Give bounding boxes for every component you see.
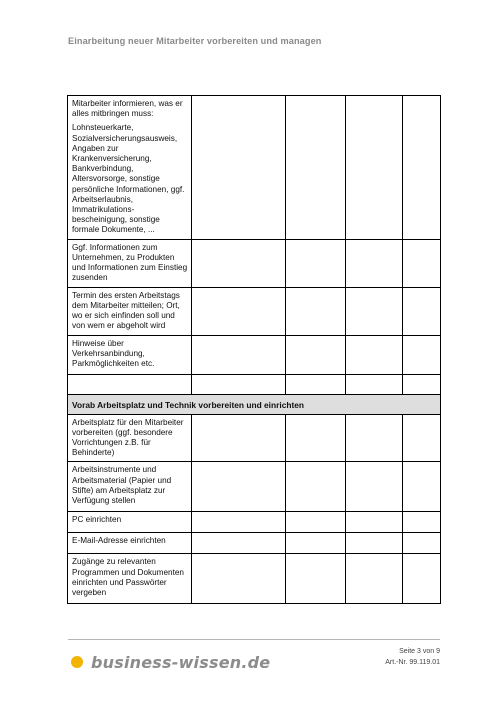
check-cell[interactable] [192, 96, 286, 240]
section-header-row [68, 394, 441, 414]
logo-text: business-wissen.de [91, 652, 271, 672]
task-text: Zugänge zu relevanten Programmen und Dokumenten einrichten und Passwörter vergeben [72, 557, 184, 598]
check-cell[interactable] [192, 287, 286, 335]
check-cell[interactable] [403, 374, 441, 394]
check-cell[interactable] [346, 533, 403, 554]
table-row [68, 512, 441, 533]
check-cell[interactable] [346, 287, 403, 335]
check-cell[interactable] [286, 374, 346, 394]
task-cell [68, 287, 192, 335]
footer-divider [68, 639, 440, 640]
check-cell[interactable] [346, 414, 403, 462]
table-row [68, 96, 441, 240]
task-cell [68, 414, 192, 462]
task-text: Termin des ersten Arbeitstags dem Mitarbeiter mitteilen; Ort, wo er sich einfinden soll und von wem er abgeholt wird [72, 290, 180, 331]
check-cell[interactable] [286, 462, 346, 512]
check-cell[interactable] [286, 533, 346, 554]
document-header-title: Einarbeitung neuer Mitarbeiter vorbereiten und managen [68, 36, 322, 46]
check-cell[interactable] [403, 239, 441, 287]
check-cell[interactable] [286, 512, 346, 533]
task-text: Hinweise über Verkehrsanbindung, Parkmöglichkeiten etc. [72, 338, 155, 369]
business-wissen-logo [71, 652, 270, 672]
check-cell[interactable] [403, 287, 441, 335]
check-cell[interactable] [403, 512, 441, 533]
check-cell[interactable] [286, 96, 346, 240]
check-cell[interactable] [346, 512, 403, 533]
check-cell[interactable] [346, 462, 403, 512]
check-cell[interactable] [286, 239, 346, 287]
task-text: Mitarbeiter informieren, was er alles mitbringen muss: [72, 99, 183, 119]
check-cell[interactable] [192, 239, 286, 287]
check-cell[interactable] [192, 335, 286, 374]
task-cell [68, 512, 192, 533]
task-text: E-Mail-Adresse einrichten [72, 536, 166, 546]
table-row [68, 335, 441, 374]
table-row-empty [68, 374, 441, 394]
checklist-table [67, 95, 441, 604]
check-cell[interactable] [192, 512, 286, 533]
task-cell [68, 335, 192, 374]
task-cell [68, 462, 192, 512]
check-cell[interactable] [403, 533, 441, 554]
check-cell[interactable] [192, 554, 286, 604]
check-cell[interactable] [192, 414, 286, 462]
table-row [68, 533, 441, 554]
task-cell [68, 96, 192, 240]
table-row [68, 554, 441, 604]
check-cell[interactable] [403, 554, 441, 604]
check-cell[interactable] [403, 335, 441, 374]
task-text: Lohnsteuerkarte, Sozialversicherungsausweis, Angaben zur Krankenversicherung, Bankverbindung, Altersvorsorge, sonstige persönliche Informationen, ggf. Arbeitserlaubnis, Immatrikulations-bescheinigung, sonstige formale Dokumente, ... [72, 123, 185, 235]
task-text: PC einrichten [72, 515, 122, 525]
task-text: Arbeitsinstrumente und Arbeitsmaterial (Papier und Stifte) am Arbeitsplatz zur Verfügung stellen [72, 465, 172, 506]
check-cell[interactable] [286, 335, 346, 374]
article-number: Art.-Nr. 99.119.01 [385, 659, 440, 666]
check-cell[interactable] [346, 374, 403, 394]
table-row [68, 287, 441, 335]
check-cell[interactable] [286, 414, 346, 462]
logo-dot-icon [71, 656, 83, 668]
check-cell[interactable] [346, 96, 403, 240]
check-cell[interactable] [192, 462, 286, 512]
table-row [68, 239, 441, 287]
check-cell[interactable] [192, 374, 286, 394]
check-cell[interactable] [346, 335, 403, 374]
task-text: Arbeitsplatz für den Mitarbeiter vorbereiten (ggf. besondere Vorrichtungen z.B. für Behinderte) [72, 417, 184, 458]
check-cell[interactable] [286, 554, 346, 604]
check-cell[interactable] [286, 287, 346, 335]
task-cell [68, 374, 192, 394]
check-cell[interactable] [346, 554, 403, 604]
table-row [68, 414, 441, 462]
check-cell[interactable] [403, 414, 441, 462]
page-number: Seite 3 von 9 [399, 648, 440, 655]
task-cell [68, 554, 192, 604]
table-row [68, 462, 441, 512]
check-cell[interactable] [403, 462, 441, 512]
check-cell[interactable] [346, 239, 403, 287]
task-cell [68, 533, 192, 554]
task-cell [68, 239, 192, 287]
task-text: Ggf. Informationen zum Unternehmen, zu Produkten und Informationen zum Einstieg zusenden [72, 242, 188, 283]
section-header: Vorab Arbeitsplatz und Technik vorbereiten und einrichten [68, 394, 441, 414]
check-cell[interactable] [403, 96, 441, 240]
check-cell[interactable] [192, 533, 286, 554]
